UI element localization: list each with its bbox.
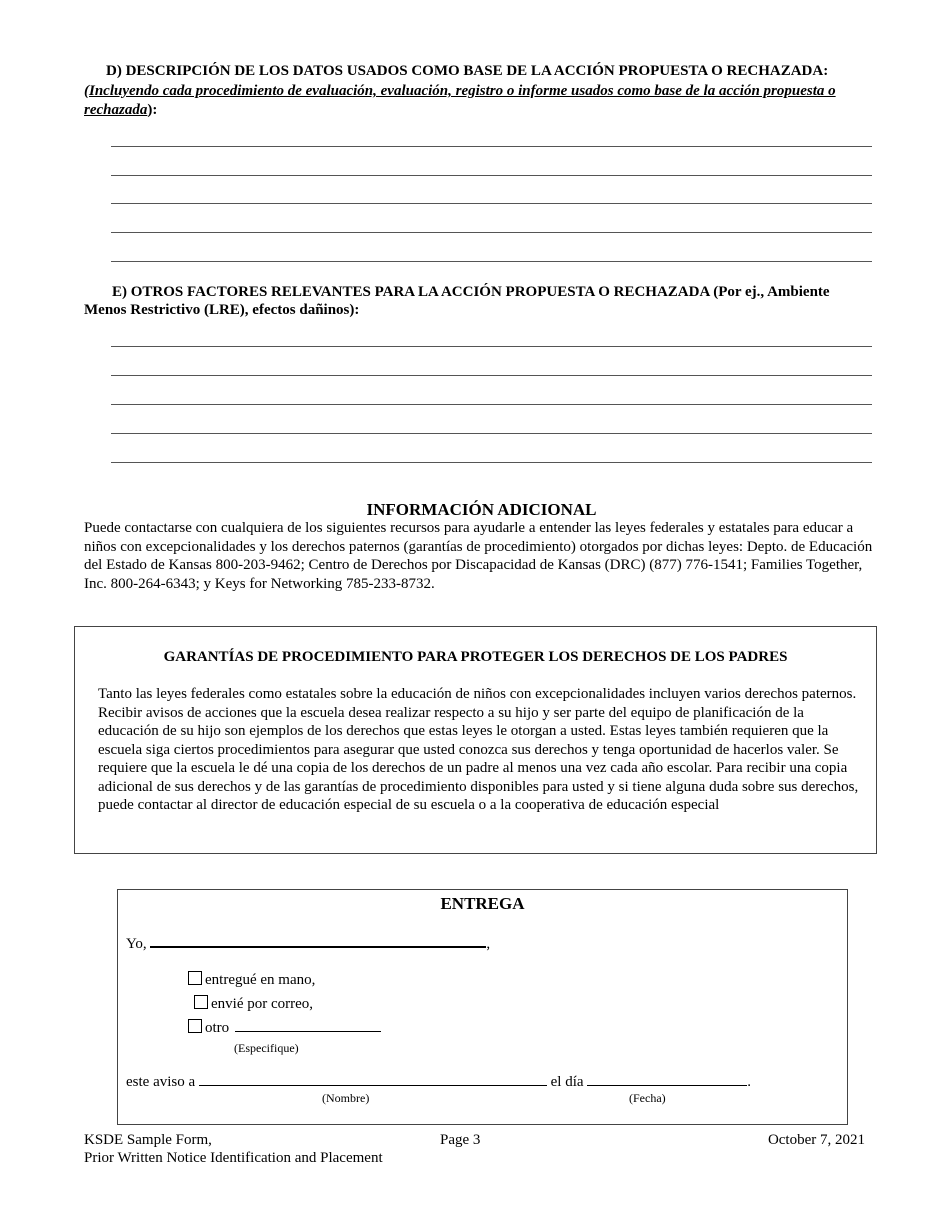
section-d-subheading-end: ): bbox=[147, 101, 158, 118]
section-d-subheading-text: (Incluyendo cada procedimiento de evaluación, evaluación, registro o informe usados como base de la acción propuesta o rechazada bbox=[84, 83, 836, 118]
safeguards-body: Tanto las leyes federales como estatales sobre la educación de niños con excepcionalidades incluyen varios derechos paternos. Recibir avisos de acciones que la escuela desea realizar respecto a su hijo y ser parte del equipo de planificación de la educación de su hijo son ejemplos de los derechos que estas leyes le otorgan a usted. Estas leyes también requieren que la escuela siga ciertos procedimientos para asegurar que usted conozca sus derechos y tenga oportunidad de hacerlos valer. Se requiere que la escuela le dé una copia de los derechos de un padre al menos una vez cada año escolar. Para recibir una copia adicional de sus derechos y de las garantías de procedimiento disponibles para usted y si tiene alguna duda sobre sus derechos, puede contactar al director de educación especial de su escuela o a la cooperativa de educación especial bbox=[98, 686, 859, 813]
yo-comma: , bbox=[486, 936, 491, 952]
hand-delivered-checkbox[interactable] bbox=[188, 971, 202, 985]
date-field[interactable] bbox=[587, 1073, 747, 1086]
section-d-answer-line[interactable] bbox=[111, 261, 872, 262]
section-e-answer-line[interactable] bbox=[111, 346, 872, 347]
hand-delivered-label: entregué en mano, bbox=[205, 972, 316, 988]
yo-name-field[interactable] bbox=[150, 932, 486, 948]
section-d-answer-line[interactable] bbox=[111, 232, 872, 233]
option-hand-delivered[interactable] bbox=[188, 971, 315, 989]
safeguards-title: GARANTÍAS DE PROCEDIMIENTO PARA PROTEGER LOS DERECHOS DE LOS PADRES bbox=[163, 649, 788, 665]
other-label: otro bbox=[205, 1020, 230, 1036]
notice-row bbox=[126, 1073, 751, 1091]
delivery-title: ENTREGA bbox=[440, 894, 525, 913]
section-e-answer-line[interactable] bbox=[111, 375, 872, 376]
section-d-answer-line[interactable] bbox=[111, 203, 872, 204]
safeguards-box bbox=[74, 626, 877, 854]
option-other[interactable] bbox=[188, 1019, 381, 1037]
footer-date: October 7, 2021 bbox=[767, 1132, 865, 1148]
other-specify-field[interactable] bbox=[235, 1019, 381, 1032]
specify-caption: (Especifique) bbox=[234, 1041, 299, 1055]
section-e-answer-line[interactable] bbox=[111, 433, 872, 434]
mailed-checkbox[interactable] bbox=[194, 995, 208, 1009]
section-d-subheading bbox=[84, 82, 874, 119]
section-e-heading-line1: E) OTROS FACTORES RELEVANTES PARA LA ACCIÓN PROPUESTA O RECHAZADA (Por ej., Ambiente bbox=[112, 284, 830, 300]
footer-form-name-line2: Prior Written Notice Identification and Placement bbox=[84, 1150, 383, 1166]
footer-form-name-line1: KSDE Sample Form, bbox=[84, 1132, 212, 1148]
delivery-box bbox=[117, 889, 848, 1125]
notice-to-label: este aviso a bbox=[126, 1074, 196, 1090]
section-d-heading: D) DESCRIPCIÓN DE LOS DATOS USADOS COMO BASE DE LA ACCIÓN PROPUESTA O RECHAZADA: bbox=[106, 63, 829, 79]
on-day-label: el día bbox=[550, 1074, 584, 1090]
footer-page-number: Page 3 bbox=[440, 1132, 481, 1148]
section-d-answer-line[interactable] bbox=[111, 175, 872, 176]
date-caption: (Fecha) bbox=[629, 1091, 666, 1105]
yo-label: Yo, bbox=[126, 936, 147, 952]
additional-info-title: INFORMACIÓN ADICIONAL bbox=[366, 500, 597, 519]
additional-info-body: Puede contactarse con cualquiera de los siguientes recursos para ayudarle a entender las leyes federales y estatales para educar a niños con excepcionalidades y los derechos paternos (garantías de procedimiento) otorgados por dichas leyes: Depto. de Educación del Estado de Kansas 800-203-9462; Centro de Derechos por Discapacidad de Kansas (DRC) (877) 776-1541; Families Together, Inc. 800-264-6343; y Keys for Networking 785-233-8732. bbox=[84, 520, 873, 592]
recipient-name-field[interactable] bbox=[199, 1073, 547, 1086]
section-e-answer-line[interactable] bbox=[111, 404, 872, 405]
date-period: . bbox=[747, 1074, 752, 1090]
section-e-heading-line2: Menos Restrictivo (LRE), efectos dañinos): bbox=[84, 302, 360, 318]
delivery-yo-row bbox=[126, 932, 490, 953]
name-caption: (Nombre) bbox=[322, 1091, 370, 1105]
section-e-answer-line[interactable] bbox=[111, 462, 872, 463]
option-mailed[interactable] bbox=[194, 995, 313, 1013]
other-checkbox[interactable] bbox=[188, 1019, 202, 1033]
section-d-answer-line[interactable] bbox=[111, 146, 872, 147]
mailed-label: envié por correo, bbox=[211, 996, 314, 1012]
